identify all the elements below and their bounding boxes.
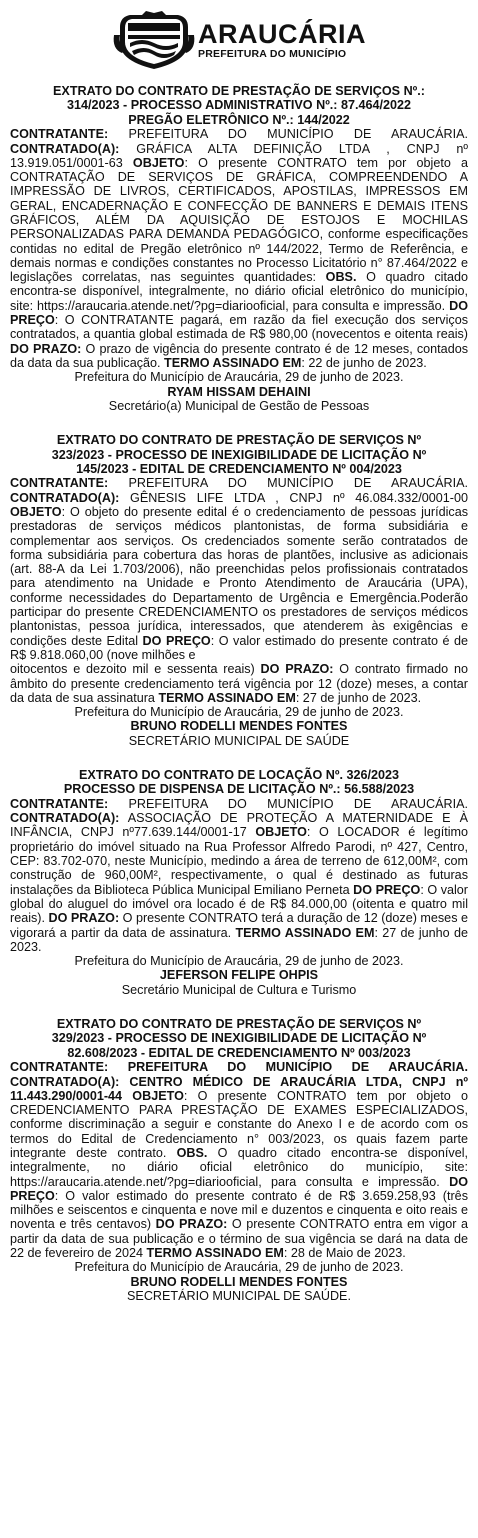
extract-title-line: EXTRATO DO CONTRATO DE PRESTAÇÃO DE SERVIÇOS Nº [56, 433, 422, 448]
clause-text: : 22 de junho de 2023. [301, 355, 427, 370]
contract-extract [10, 84, 468, 413]
clause-text: PREFEITURA DO MUNICÍPIO DE ARAUCÁRIA. [108, 796, 468, 811]
contract-extracts [10, 84, 468, 1303]
clause-text: : 28 de Maio de 2023. [283, 1246, 406, 1261]
clause-label: CONTRATANTE: PREFEITURA DO MUNICÍPIO DE ARAUCÁRIA. CONTRATADO(A): CENTRO MÉDICO DE ARAUCÁRIA LTDA, CNPJ nº 11.443.290/0001-44 OBJETO [10, 1060, 468, 1103]
city-seal-icon [112, 9, 196, 71]
clause-text: O presente CONTRATO entra em vigor a partir da data de sua publicação e o término de sua vigência se dará na data de 22 de fevereiro de 2024 [10, 1217, 468, 1261]
clause-label: OBS. [176, 1145, 208, 1160]
clause-label: DO PREÇO [10, 1174, 468, 1203]
extract-title-line: 329/2023 - PROCESSO DE INEXIGIBILIDADE DE LICITAÇÃO Nº [51, 1031, 427, 1046]
clause-label: TERMO ASSINADO EM [164, 355, 302, 370]
clause-label: TERMO ASSINADO EM [158, 690, 296, 705]
extract-title-line: PROCESSO DE DISPENSA DE LICITAÇÃO Nº.: 56.588/2023 [63, 782, 415, 797]
signer-name: BRUNO RODELLI MENDES FONTES [130, 1274, 348, 1289]
clause-text: oitocentos e dezoito mil e sessenta reais) [10, 662, 261, 677]
clause-text: : O objeto do presente edital é o credenciamento de pessoas jurídicas prestadoras de serviços médicos plantonistas, de forma subsidiária e complementar aos serviços. Os credenciados somente serão contratados de forma subsidiária para cobertura das horas de plantões, inclusive as adicionais (art. 88-A da Lei 1.703/2006), não preenchidas pelos profissionais contratados para atendimento na Unidade e Pronto Atendimento de Araucária (UPA), conforme necessidades do Departamento de Urgência e Emergência.Poderão participar do presente CREDENCIAMENTO os prestadores de serviços médicos plantonistas, pessoa jurídica, interessados, que atenderem às exigências e condições deste Edital [10, 504, 468, 648]
clause-text: O presente CONTRATO terá a duração de 12 (doze) meses e vigorará a partir da data de assinatura. [10, 911, 468, 940]
extract-title [14, 1017, 464, 1060]
signer-name: BRUNO RODELLI MENDES FONTES [130, 719, 348, 734]
clause-label: CONTRATADO(A): [10, 490, 120, 505]
clause-label: DO PRAZO: [155, 1217, 228, 1232]
clause-label: DO PRAZO: [10, 341, 82, 356]
extract-body [10, 1060, 468, 1260]
clause-label: CONTRATADO(A): [10, 811, 120, 826]
clause-text: : O valor global do aluguel do imóvel ora locado é de R$ 84.000,00 (oitenta e quatro mil reais). [10, 882, 468, 926]
masthead [10, 4, 468, 76]
contract-extract [10, 768, 468, 997]
clause-label: OBS. [325, 270, 357, 285]
extract-title-line: EXTRATO DO CONTRATO DE PRESTAÇÃO DE SERVIÇOS Nº [56, 1016, 422, 1031]
brand [198, 18, 366, 60]
clause-label: DO PRAZO: [260, 662, 334, 677]
extract-title-line: 314/2023 - PROCESSO ADMINISTRATIVO Nº.: 87.464/2022 [66, 98, 412, 113]
clause-label: DO PREÇO [10, 298, 468, 328]
extract-title-line: PREGÃO ELETRÔNICO Nº.: 144/2022 [128, 112, 350, 127]
clause-text: : O presente CONTRATO tem por objeto a CONTRATAÇÃO DE SERVIÇOS DE GRÁFICA, COMPREENDENDO A IMPRESSÃO DE LIVROS, CERTIFICADOS, APOSTILAS, IMPRESSOS EM GERAL, ENCADERNAÇÃO E CONFECÇÃO DE BANNERS E DEMAIS ITENS GRÁFICOS, ALÉM DA AQUISIÇÃO DE ESTOJOS E MOCHILAS PERSONALIZADAS PARA DEMANDA PEDAGÓGICO, conforme especificações contidas no edital de Pregão eletrônico nº 144/2022, Termo de Referência, e demais normas e condições constantes no Processo Licitatório n° 87.464/2022 e legislações correlatas, nas seguintes quantidades: [10, 155, 468, 285]
org-subtitle: PREFEITURA DO MUNICÍPIO [198, 47, 347, 60]
document-page [10, 0, 468, 1303]
clause-text: GÊNESIS LIFE LTDA , CNPJ nº 46.084.332/0001-00 [119, 490, 468, 505]
signature-date: Prefeitura do Município de Araucária, 29 de junho de 2023. [74, 370, 404, 385]
signature-date: Prefeitura do Município de Araucária, 29 de junho de 2023. [74, 705, 404, 720]
clause-label: OBJETO [132, 155, 185, 170]
clause-label: OBJETO [255, 825, 307, 840]
org-name: ARAUCÁRIA [198, 18, 366, 49]
clause-text: GRÁFICA ALTA DEFINIÇÃO LTDA , CNPJ nº 13.919.051/0001-63 [10, 141, 468, 170]
signer-name: JEFERSON FELIPE OHPIS [159, 968, 319, 983]
extract-title-line: EXTRATO DO CONTRATO DE LOCAÇÃO Nº. 326/2023 [79, 768, 399, 783]
signer-role: SECRETÁRIO MUNICIPAL DE SAÚDE. [127, 1288, 351, 1303]
clause-label: DO PREÇO [353, 882, 421, 897]
extract-body [10, 476, 468, 705]
extract-title-line: EXTRATO DO CONTRATO DE PRESTAÇÃO DE SERVIÇOS Nº.: [53, 84, 425, 98]
clause-text: : O valor estimado do presente contrato é de R$ 9.818.060,00 (nove milhões e [10, 633, 468, 662]
signature-date: Prefeitura do Município de Araucária, 29 de junho de 2023. [74, 954, 404, 969]
extract-title-line: 323/2023 - PROCESSO DE INEXIGIBILIDADE DE LICITAÇÃO Nº [51, 447, 427, 462]
clause-text: ASSOCIAÇÃO DE PROTEÇÃO A MATERNIDADE E À INFÂNCIA, CNPJ nº77.639.144/0001-17 [10, 811, 468, 840]
extract-title [14, 433, 464, 476]
contract-extract [10, 1017, 468, 1303]
clause-text: PREFEITURA DO MUNICÍPIO DE ARAUCÁRIA. [108, 127, 468, 142]
clause-text: : O presente CONTRATO tem por objeto o CREDENCIAMENTO PARA PRESTAÇÃO DE EXAMES ESPECIALIZADOS, conforme discriminação a seguir e constante do Anexo I e de acordo com os termos do Edital de Credenciamento n° 003/2023, os quais fazem parte integrante deste contrato. [10, 1088, 469, 1160]
clause-text: : 27 de junho de 2023. [10, 925, 468, 954]
clause-text: : 27 de junho de 2023. [295, 690, 422, 705]
clause-label: TERMO ASSINADO EM [146, 1246, 284, 1261]
signer-role: Secretário Municipal de Cultura e Turismo [121, 982, 357, 997]
signature-date: Prefeitura do Município de Araucária, 29 de junho de 2023. [74, 1260, 404, 1275]
clause-label: CONTRATANTE: [10, 796, 109, 811]
contract-extract [10, 433, 468, 748]
clause-text: O quadro citado encontra-se disponível, integralmente, no diário oficial eletrônico do município, site: https://araucaria.atende.net/?pg=diariooficial, para consulta e impressão. [10, 1145, 468, 1189]
clause-label: CONTRATANTE: [10, 127, 109, 142]
clause-label: DO PRAZO: [48, 911, 120, 926]
clause-label: CONTRATANTE: [10, 476, 109, 491]
signer-role: SECRETÁRIO MUNICIPAL DE SAÚDE [128, 733, 350, 748]
extract-body [10, 797, 468, 954]
extract-body [10, 127, 468, 370]
extract-title-line: 145/2023 - EDITAL DE CREDENCIAMENTO Nº 004/2023 [76, 461, 402, 476]
clause-text: PREFEITURA DO MUNICÍPIO DE ARAUCÁRIA. [108, 476, 468, 491]
extract-title [14, 768, 464, 797]
clause-label: DO PREÇO [142, 633, 211, 648]
clause-text: O prazo de vigência do presente contrato é de 12 meses, contados da data da sua publicação. [10, 341, 468, 370]
signer-role: Secretário(a) Municipal de Gestão de Pessoas [108, 398, 370, 413]
clause-text: O quadro citado encontra-se disponível, integralmente, no diário oficial eletrônico do município, site: https://araucaria.atende.net/?pg=diariooficial, para consulta e impressão. [10, 270, 468, 313]
extract-title-line: 82.608/2023 - EDITAL DE CREDENCIAMENTO Nº 003/2023 [67, 1045, 411, 1060]
clause-label: OBJETO [10, 504, 62, 519]
signer-name: RYAM HISSAM DEHAINI [167, 384, 311, 399]
clause-text: : O CONTRATANTE pagará, em razão da fiel execução dos serviços contratados, a quantia global estimada de R$ 980,00 (novecentos e oitenta reais) [10, 313, 468, 342]
clause-text: O contrato firmado no âmbito do presente credenciamento terá vigência por 12 (doze) meses, a contar da data de sua assinatura [10, 662, 468, 705]
extract-title [14, 84, 464, 127]
clause-text: : O valor estimado do presente contrato é de R$ 3.659.258,93 (três milhões e seiscentos e cinquenta e nove mil e duzentos e cinquenta e oito reais e noventa e três centavos) [10, 1188, 468, 1232]
clause-label: TERMO ASSINADO EM [235, 925, 375, 940]
clause-label: CONTRATADO(A): [10, 141, 120, 156]
clause-text: : O LOCADOR é legítimo proprietário do imóvel situado na Rua Professor Alfredo Parodi, nº 427, Centro, CEP: 83.702-070, neste Município, medindo a área de terreno de 612,00M², com construção de 960,00M², respectivamente, o qual é destinado as futuras instalações da Biblioteca Pública Municipal Emiliano Perneta [10, 825, 469, 897]
